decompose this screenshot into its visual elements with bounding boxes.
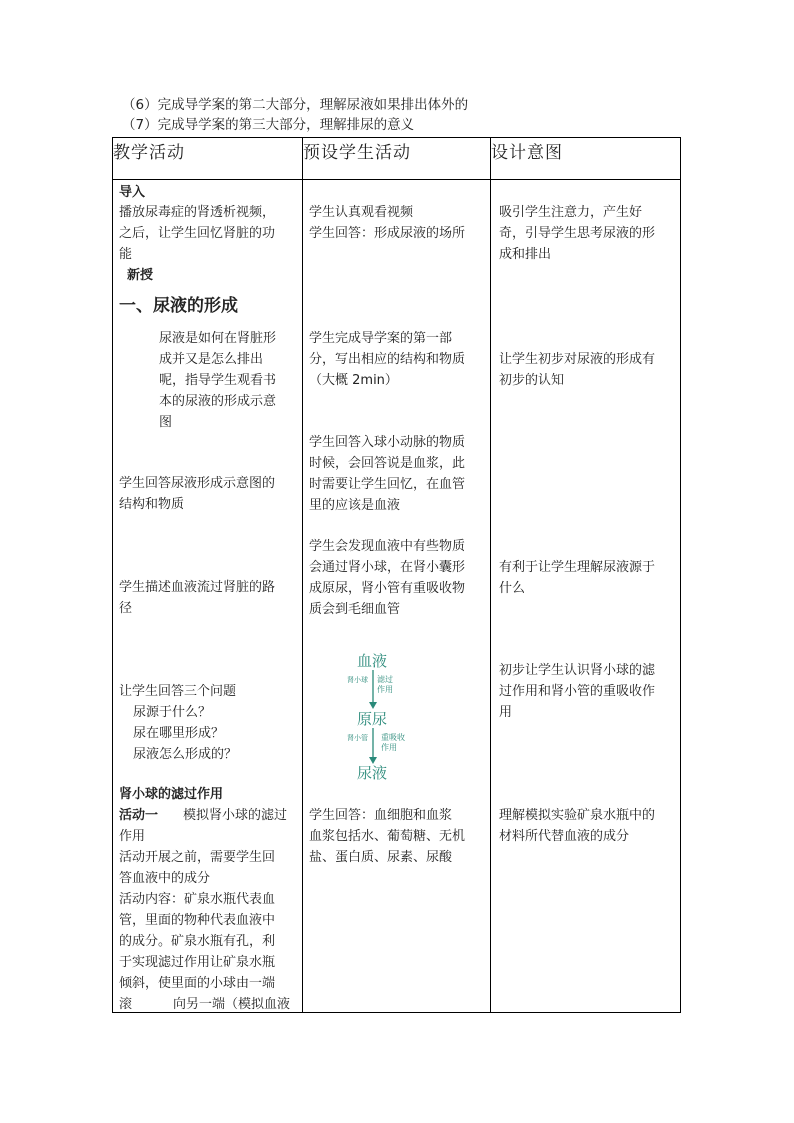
- student-answer4-line2: 会通过肾小球，在肾小囊形: [309, 560, 466, 575]
- intro-line-6: （6）完成导学案的第二大部分，理解尿液如果排出体外的: [122, 97, 469, 113]
- intent3-line1: 有利于让学生理解尿液源于: [499, 560, 656, 575]
- xinshou-label: 新授: [127, 268, 154, 283]
- intent1-line2: 奇，引导学生思考尿液的形: [499, 226, 656, 241]
- student-answer3-line4: 里的应该是血液: [309, 498, 401, 513]
- diagram-filtration-label-b: 作用: [377, 685, 393, 694]
- question1-line4: 本的尿液的形成示意: [159, 394, 277, 409]
- student-answer3-line2: 时候，会回答说是血浆，此: [309, 456, 466, 471]
- intent5-line2: 材料所代替血液的成分: [499, 829, 630, 844]
- activity-line5: 活动内容：矿泉水瓶代表血: [119, 892, 276, 907]
- lesson-plan-table: [112, 137, 681, 1013]
- intent3-line2: 什么: [499, 581, 526, 596]
- intent4-line2: 过作用和肾小管的重吸收作: [499, 684, 656, 699]
- student-answer4-line1: 学生会发现血液中有些物质: [309, 539, 466, 554]
- question4-line2: 尿源于什么？: [133, 705, 212, 720]
- student-answer5-line3: 盐、蛋白质、尿素、尿酸: [309, 850, 453, 865]
- daoru-text-3: 能: [119, 247, 133, 262]
- design-intent-column: [491, 180, 680, 1012]
- daoru-title: 导入: [119, 185, 146, 200]
- student-answer2-line2: 分，写出相应的结构和物质: [309, 352, 466, 367]
- question4-line1: 让学生回答三个问题: [119, 684, 237, 699]
- header-design-intent: 设计意图: [491, 138, 681, 180]
- activity-one-label: 活动一: [119, 808, 159, 823]
- intent1-line3: 成和排出: [499, 247, 552, 262]
- intent2-line2: 初步的认知: [499, 373, 565, 388]
- question1-line3: 呢，指导学生观看书: [159, 373, 277, 388]
- student-answer4-line4: 质会到毛细血管: [309, 602, 401, 617]
- activity-line10a: 滚: [119, 997, 133, 1012]
- question4-line3: 尿在哪里形成？: [133, 726, 225, 741]
- student-answer1-line2: 学生回答：形成尿液的场所: [309, 226, 466, 241]
- diagram-urine-label: 尿液: [357, 764, 388, 780]
- question1-line5: 图: [159, 415, 173, 430]
- student-answer1-line1: 学生认真观看视频: [309, 205, 414, 220]
- diagram-filtration-label-a: 滤过: [377, 675, 393, 684]
- activity-line10b: 向另一端（模拟血液: [173, 997, 291, 1012]
- daoru-text-2: 之后，让学生回忆肾脏的功: [119, 226, 276, 241]
- intent2-line1: 让学生初步对尿液的形成有: [499, 352, 656, 367]
- glomerulus-filtration-title: 肾小球的滤过作用: [119, 787, 224, 802]
- intro-line-7: （7）完成导学案的第三大部分，理解排尿的意义: [122, 117, 415, 133]
- student-answer4-line3: 成原尿，肾小管有重吸收物: [309, 581, 466, 596]
- activity-line2: 作用: [119, 829, 146, 844]
- question2-line1: 学生回答尿液形成示意图的: [119, 476, 276, 491]
- diagram-glomerulus-label: 肾小球: [347, 676, 368, 684]
- diagram-blood-label: 血液: [357, 652, 388, 670]
- activity-line3: 活动开展之前，需要学生回: [119, 850, 276, 865]
- question3-line2: 径: [119, 601, 133, 616]
- section-urine-formation: 一、尿液的形成: [119, 296, 238, 316]
- diagram-arrowhead-1: [369, 702, 377, 709]
- student-answer2-line1: 学生完成导学案的第一部: [309, 331, 453, 346]
- question4-line4: 尿液怎么形成的？: [133, 747, 238, 762]
- student-answer3-line1: 学生回答入球小动脉的物质: [309, 435, 466, 450]
- intent4-line3: 用: [499, 705, 513, 720]
- activity-line8: 于实现滤过作用让矿泉水瓶: [119, 955, 276, 970]
- student-answer5-line1: 学生回答：血细胞和血浆: [309, 808, 453, 823]
- activity-line7: 的成分。矿泉水瓶有孔，利: [119, 934, 276, 949]
- teaching-activity-column: [113, 180, 302, 1012]
- diagram-primary-urine-label: 原尿: [357, 710, 388, 728]
- question2-line2: 结构和物质: [119, 497, 185, 512]
- student-answer5-line2: 血浆包括水、葡萄糖、无机: [309, 829, 466, 844]
- diagram-tubule-label: 肾小管: [347, 734, 368, 742]
- intent1-line1: 吸引学生注意力，产生好: [499, 205, 643, 220]
- intent4-line1: 初步让学生认识肾小球的滤: [499, 663, 656, 678]
- student-answer2-line3: （大概 2min）: [309, 373, 398, 388]
- question1-line2: 成并又是怎么排出: [159, 352, 264, 367]
- daoru-text-1: 播放尿毒症的肾透析视频，: [119, 205, 276, 220]
- student-answer3-line3: 时需要让学生回忆，在血管: [309, 477, 466, 492]
- question1-line1: 尿液是如何在肾脏形: [159, 331, 277, 346]
- intent5-line1: 理解模拟实验矿泉水瓶中的: [499, 808, 656, 823]
- header-student-activity: 预设学生活动: [303, 138, 491, 180]
- activity-line4: 答血液中的成分: [119, 871, 211, 886]
- question3-line1: 学生描述血液流过肾脏的路: [119, 580, 276, 595]
- urine-formation-diagram: [327, 648, 447, 780]
- activity-line6: 管，里面的物种代表血液中: [119, 913, 276, 928]
- student-activity-column: [303, 180, 490, 1012]
- diagram-reabsorption-label-b: 作用: [381, 743, 397, 752]
- diagram-arrowhead-2: [369, 757, 377, 764]
- activity-line1: 模拟肾小球的滤过: [183, 808, 288, 823]
- diagram-reabsorption-label-a: 重吸收: [381, 733, 405, 742]
- activity-line9: 倾斜，使里面的小球由一端: [119, 976, 276, 991]
- header-teaching-activity: 教学活动: [113, 138, 303, 180]
